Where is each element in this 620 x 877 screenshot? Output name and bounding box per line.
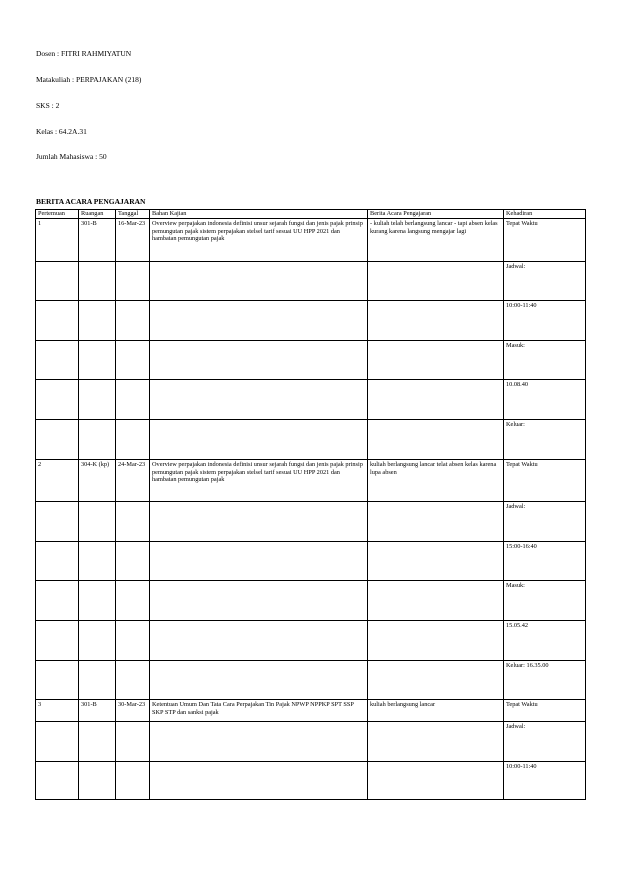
cell-bahan-kajian xyxy=(150,621,368,661)
cell-kehadiran: Tepat Waktu xyxy=(504,460,586,502)
cell-berita-acara xyxy=(368,661,504,700)
header-berita-acara: Berita Acara Pengajaran xyxy=(368,210,504,219)
cell-ruangan xyxy=(79,341,116,380)
sks-line: SKS : 2 xyxy=(36,101,60,110)
cell-tanggal xyxy=(116,262,150,301)
cell-tanggal xyxy=(116,420,150,460)
cell-berita-acara xyxy=(368,341,504,380)
cell-pertemuan xyxy=(36,762,79,800)
table-row xyxy=(36,420,586,460)
cell-kehadiran: Jadwal: xyxy=(504,502,586,542)
cell-kehadiran: 10:00-11:40 xyxy=(504,301,586,341)
matakuliah-line: Matakuliah : PERPAJAKAN (218) xyxy=(36,75,142,84)
cell-berita-acara xyxy=(368,380,504,420)
cell-tanggal: 30-Mar-23 xyxy=(116,700,150,722)
table-header-row xyxy=(36,210,586,219)
cell-ruangan: 301-B xyxy=(79,700,116,722)
section-title: BERITA ACARA PENGAJARAN xyxy=(36,197,146,206)
table-row xyxy=(36,460,586,502)
cell-berita-acara xyxy=(368,621,504,661)
cell-berita-acara xyxy=(368,262,504,301)
table-row xyxy=(36,219,586,262)
cell-pertemuan xyxy=(36,301,79,341)
cell-kehadiran: 15.05.42 xyxy=(504,621,586,661)
cell-berita-acara xyxy=(368,502,504,542)
cell-bahan-kajian xyxy=(150,301,368,341)
cell-ruangan xyxy=(79,420,116,460)
cell-tanggal: 24-Mar-23 xyxy=(116,460,150,502)
cell-bahan-kajian xyxy=(150,380,368,420)
cell-berita-acara xyxy=(368,301,504,341)
cell-bahan-kajian xyxy=(150,542,368,581)
cell-ruangan xyxy=(79,722,116,762)
cell-pertemuan xyxy=(36,661,79,700)
cell-bahan-kajian xyxy=(150,341,368,380)
cell-tanggal xyxy=(116,661,150,700)
table-row xyxy=(36,341,586,380)
table-row xyxy=(36,380,586,420)
cell-bahan-kajian xyxy=(150,502,368,542)
cell-bahan-kajian xyxy=(150,581,368,621)
cell-tanggal xyxy=(116,502,150,542)
cell-bahan-kajian xyxy=(150,722,368,762)
cell-pertemuan xyxy=(36,420,79,460)
cell-tanggal xyxy=(116,341,150,380)
cell-tanggal xyxy=(116,722,150,762)
cell-berita-acara: - kuliah telah berlangsung lancar - tapi absen kelas kurang karena langsung mengajar lagi xyxy=(368,219,504,262)
cell-bahan-kajian xyxy=(150,420,368,460)
cell-ruangan xyxy=(79,661,116,700)
cell-kehadiran: Masuk: xyxy=(504,581,586,621)
cell-pertemuan xyxy=(36,722,79,762)
jumlah-mahasiswa-line: Jumlah Mahasiswa : 50 xyxy=(36,152,107,161)
header-pertemuan: Pertemuan xyxy=(36,210,79,219)
cell-pertemuan: 3 xyxy=(36,700,79,722)
table-row xyxy=(36,581,586,621)
cell-ruangan xyxy=(79,380,116,420)
cell-ruangan xyxy=(79,262,116,301)
table-row xyxy=(36,262,586,301)
cell-tanggal xyxy=(116,621,150,661)
cell-pertemuan: 2 xyxy=(36,460,79,502)
kelas-line: Kelas : 64.2A.31 xyxy=(36,127,87,136)
cell-pertemuan xyxy=(36,581,79,621)
table-row xyxy=(36,661,586,700)
cell-kehadiran: Tepat Waktu xyxy=(504,219,586,262)
table-row xyxy=(36,301,586,341)
cell-berita-acara: kuliah berlangsung lancar xyxy=(368,700,504,722)
berita-acara-table xyxy=(35,209,586,800)
cell-tanggal xyxy=(116,380,150,420)
cell-bahan-kajian xyxy=(150,762,368,800)
cell-berita-acara xyxy=(368,542,504,581)
cell-ruangan: 304-K (kp) xyxy=(79,460,116,502)
cell-bahan-kajian: Ketentuan Umum Dan Tata Cara Perpajakan Tin Pajak NPWP NPPKP SPT SSP SKP STP dan sanksi pajak xyxy=(150,700,368,722)
table-row xyxy=(36,722,586,762)
cell-ruangan xyxy=(79,621,116,661)
cell-berita-acara xyxy=(368,420,504,460)
cell-pertemuan xyxy=(36,380,79,420)
cell-pertemuan xyxy=(36,262,79,301)
header-bahan-kajian: Bahan Kajian xyxy=(150,210,368,219)
cell-tanggal xyxy=(116,581,150,621)
cell-pertemuan xyxy=(36,542,79,581)
cell-kehadiran: Jadwal: xyxy=(504,722,586,762)
table-row xyxy=(36,502,586,542)
cell-kehadiran: Tepat Waktu xyxy=(504,700,586,722)
cell-berita-acara xyxy=(368,581,504,621)
table-row xyxy=(36,621,586,661)
cell-ruangan xyxy=(79,542,116,581)
cell-pertemuan xyxy=(36,502,79,542)
cell-tanggal: 16-Mar-23 xyxy=(116,219,150,262)
cell-kehadiran: 10.08.40 xyxy=(504,380,586,420)
header-kehadiran: Kehadiran xyxy=(504,210,586,219)
cell-berita-acara xyxy=(368,722,504,762)
cell-berita-acara xyxy=(368,762,504,800)
dosen-line: Dosen : FITRI RAHMIYATUN xyxy=(36,49,132,58)
header-tanggal: Tanggal xyxy=(116,210,150,219)
cell-ruangan xyxy=(79,762,116,800)
cell-bahan-kajian: Overview perpajakan indonesia definisi unsur sejarah fungsi dan jenis pajak prinsip pemungutan pajak sistem perpajakan stelsel tarif sesuai UU HPP 2021 dan hambatan pemungutan pajak xyxy=(150,219,368,262)
cell-kehadiran: Masuk: xyxy=(504,341,586,380)
table-row xyxy=(36,542,586,581)
header-ruangan: Ruangan xyxy=(79,210,116,219)
cell-tanggal xyxy=(116,542,150,581)
cell-pertemuan xyxy=(36,621,79,661)
table-row xyxy=(36,700,586,722)
cell-kehadiran: Keluar: 16.35.00 xyxy=(504,661,586,700)
table-row xyxy=(36,762,586,800)
cell-ruangan: 301-B xyxy=(79,219,116,262)
cell-kehadiran: 10:00-11:40 xyxy=(504,762,586,800)
cell-bahan-kajian xyxy=(150,262,368,301)
cell-pertemuan: 1 xyxy=(36,219,79,262)
cell-tanggal xyxy=(116,762,150,800)
cell-berita-acara: kuliah berlangsung lancar telat absen kelas karena lupa absen xyxy=(368,460,504,502)
cell-kehadiran: Keluar: xyxy=(504,420,586,460)
cell-kehadiran: 15:00-16:40 xyxy=(504,542,586,581)
cell-bahan-kajian xyxy=(150,661,368,700)
cell-ruangan xyxy=(79,301,116,341)
cell-bahan-kajian: Overview perpajakan indonesia definisi unsur sejarah fungsi dan jenis pajak prinsip pemungutan pajak sistem perpajakan stelsel tarif sesuai UU HPP 2021 dan hambatan pemungutan pajak xyxy=(150,460,368,502)
cell-ruangan xyxy=(79,581,116,621)
cell-ruangan xyxy=(79,502,116,542)
cell-pertemuan xyxy=(36,341,79,380)
cell-kehadiran: Jadwal: xyxy=(504,262,586,301)
cell-tanggal xyxy=(116,301,150,341)
